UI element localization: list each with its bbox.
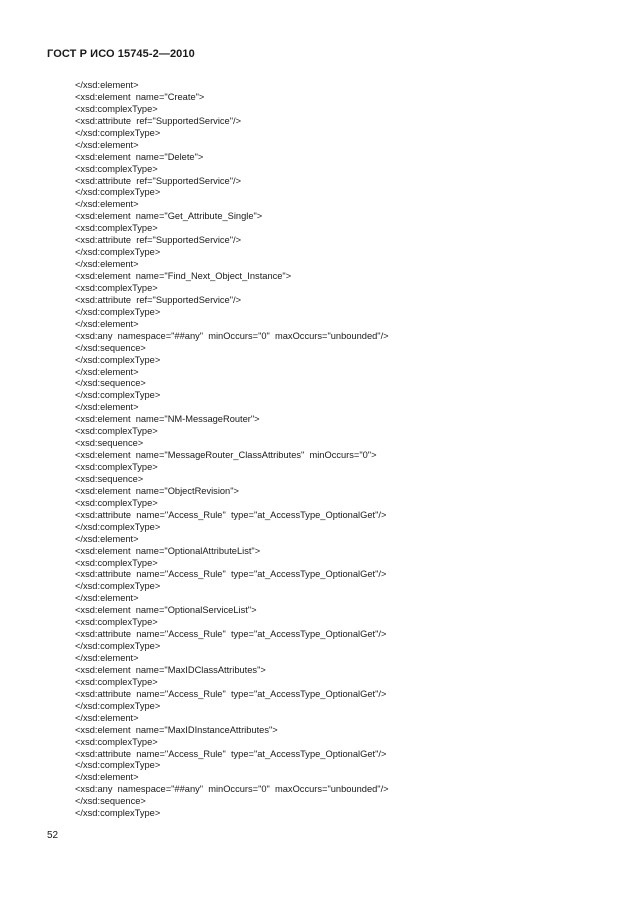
code-line: <xsd:complexType> (75, 497, 158, 508)
code-line: </xsd:element> (75, 593, 139, 604)
code-line: <xsd:element name="MaxIDClassAttributes"> (75, 664, 266, 675)
code-line: <xsd:attribute ref="SupportedService"/> (75, 235, 242, 246)
code-line: <xsd:complexType> (75, 223, 158, 234)
code-line: <xsd:element name="Create"> (75, 91, 205, 102)
code-line: <xsd:attribute ref="SupportedService"/> (75, 175, 242, 186)
code-line: <xsd:complexType> (75, 282, 158, 293)
code-line: </xsd:element> (75, 199, 139, 210)
xsd-code-block (75, 80, 389, 820)
code-line: <xsd:sequence> (75, 473, 144, 484)
code-line: <xsd:element name="MessageRouter_ClassAttributes" minOccurs="0"> (75, 450, 377, 461)
code-line: <xsd:attribute name="Access_Rule" type="at_AccessType_OptionalGet"/> (75, 748, 387, 759)
page-number: 52 (47, 830, 59, 841)
code-line: <xsd:sequence> (75, 438, 144, 449)
code-line: </xsd:element> (75, 139, 139, 150)
code-line: </xsd:sequence> (75, 378, 146, 389)
code-line: </xsd:complexType> (75, 127, 161, 138)
code-line: </xsd:sequence> (75, 796, 146, 807)
code-line: </xsd:element> (75, 259, 139, 270)
code-line: <xsd:attribute name="Access_Rule" type="at_AccessType_OptionalGet"/> (75, 688, 387, 699)
document-header: ГОСТ Р ИСО 15745-2—2010 (47, 48, 195, 60)
code-line: <xsd:element name="ObjectRevision"> (75, 485, 239, 496)
code-line: </xsd:element> (75, 80, 139, 90)
code-line: <xsd:attribute ref="SupportedService"/> (75, 115, 242, 126)
code-line: </xsd:complexType> (75, 760, 161, 771)
code-line: <xsd:complexType> (75, 462, 158, 472)
code-line: <xsd:complexType> (75, 557, 158, 568)
code-line: </xsd:complexType> (75, 581, 161, 592)
code-line: <xsd:element name="Delete"> (75, 151, 204, 162)
code-line: <xsd:element name="MaxIDInstanceAttributes"> (75, 724, 278, 735)
code-line: </xsd:complexType> (75, 700, 161, 711)
code-line: </xsd:complexType> (75, 354, 161, 365)
code-line: <xsd:attribute name="Access_Rule" type="at_AccessType_OptionalGet"/> (75, 509, 387, 520)
code-line: <xsd:complexType> (75, 736, 158, 747)
code-line: <xsd:element name="OptionalServiceList"> (75, 605, 257, 616)
code-line: </xsd:element> (75, 772, 139, 783)
code-line: </xsd:complexType> (75, 808, 161, 819)
code-line: <xsd:complexType> (75, 163, 158, 174)
code-line: </xsd:complexType> (75, 390, 161, 401)
code-line: <xsd:element name="Get_Attribute_Single"> (75, 211, 263, 222)
code-line: </xsd:complexType> (75, 521, 161, 532)
code-line: <xsd:element name="Find_Next_Object_Instance"> (75, 271, 292, 281)
code-line: </xsd:complexType> (75, 247, 161, 258)
code-line: </xsd:element> (75, 366, 139, 377)
code-line: </xsd:complexType> (75, 306, 161, 317)
code-line: <xsd:any namespace="##any" minOccurs="0" maxOccurs="unbounded"/> (75, 784, 389, 795)
code-line: <xsd:complexType> (75, 103, 158, 114)
code-line: </xsd:element> (75, 653, 139, 663)
code-line: <xsd:complexType> (75, 617, 158, 628)
code-line: </xsd:element> (75, 712, 139, 723)
code-line: </xsd:sequence> (75, 342, 146, 353)
code-line: </xsd:element> (75, 533, 139, 544)
code-line: <xsd:attribute name="Access_Rule" type="at_AccessType_OptionalGet"/> (75, 629, 387, 640)
code-line: </xsd:complexType> (75, 187, 161, 198)
code-line: </xsd:complexType> (75, 641, 161, 652)
code-line: </xsd:element> (75, 402, 139, 413)
code-line: <xsd:attribute ref="SupportedService"/> (75, 294, 242, 305)
code-line: <xsd:element name="OptionalAttributeList"> (75, 545, 261, 556)
code-line: <xsd:complexType> (75, 676, 158, 687)
code-line: <xsd:any namespace="##any" minOccurs="0" maxOccurs="unbounded"/> (75, 330, 389, 341)
code-line: <xsd:complexType> (75, 426, 158, 437)
code-line: <xsd:attribute name="Access_Rule" type="at_AccessType_OptionalGet"/> (75, 569, 387, 580)
code-line: </xsd:element> (75, 318, 139, 329)
code-line: <xsd:element name="NM-MessageRouter"> (75, 414, 260, 425)
